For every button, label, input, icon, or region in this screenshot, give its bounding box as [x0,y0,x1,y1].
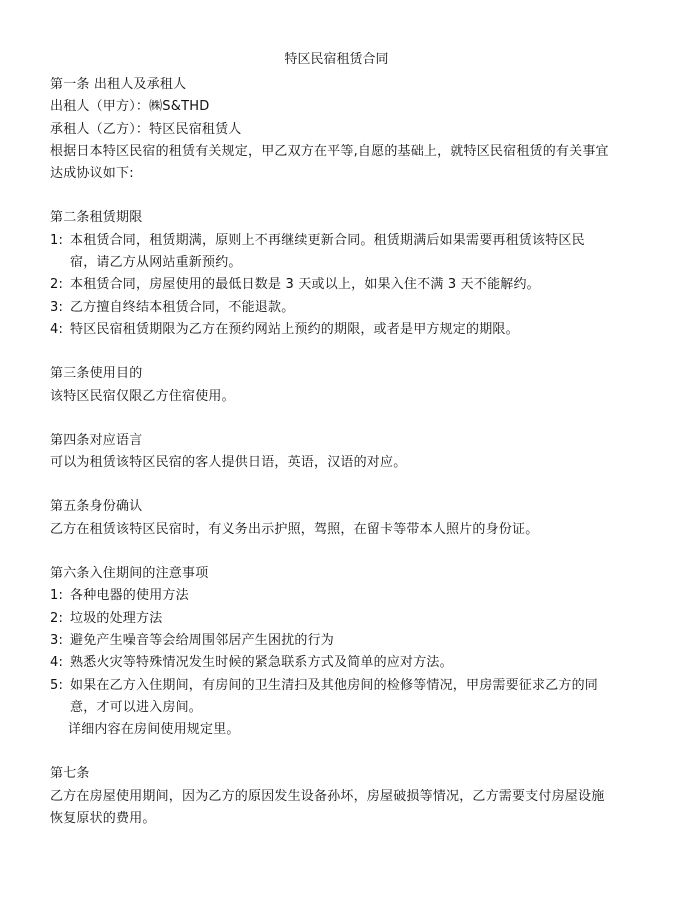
article-7-text: 乙方在房屋使用期间，因为乙方的原因发生设备孙坏，房屋破损等情况，乙方需要支付房屋设施恢复原状的费用。 [50,788,605,827]
spacer [50,474,610,496]
article-5-text: 乙方在租赁该特区民宿时，有义务出示护照，驾照，在留卡等带本人照片的身份证。 [50,521,539,537]
lessee-line: 承租人（乙方）：特区民宿租赁人 [50,121,242,137]
article-4-text: 可以为租赁该特区民宿的客人提供日语，英语，汉语的对应。 [50,455,407,471]
list-item [50,675,610,720]
item-number: 5: [50,677,64,693]
item-text: 特区民宿租赁期限为乙方在预约网站上预约的期限，或者是甲方规定的期限。 [70,321,519,337]
spacer [50,741,610,763]
lessor-line: 出租人（甲方）：㈱S&THD [50,99,210,115]
item-number: 4: [50,321,64,337]
item-number: 4: [50,655,64,671]
item-text: 本租赁合同，房屋使用的最低日数是 3 天或以上，如果入住不满 3 天不能解约。 [70,277,540,293]
article-4-heading: 第四条对应语言 [50,432,143,448]
spacer [50,408,610,430]
list-item [50,274,610,296]
item-number: 1: [50,232,64,248]
list-item [50,319,610,341]
document-body [50,74,610,830]
item-text: 乙方擅自终结本租赁合同，不能退款。 [70,299,295,315]
document-title: 特区民宿租赁合同 [284,52,389,67]
item-text: 本租赁合同，租赁期满，原则上不再继续更新合同。租赁期满后如果需要再租赁该特区民宿，请乙方从网站重新预约。 [70,232,585,271]
list-item [50,608,610,630]
item-text: 各种电器的使用方法 [70,588,189,604]
list-item [50,297,610,319]
list-item [50,652,610,674]
item-number: 1: [50,588,64,604]
item-number: 3: [50,299,64,315]
article-1-heading: 第一条 出租人及承租人 [50,77,187,92]
article-5-heading: 第五条身份确认 [50,499,143,515]
item-text: 垃圾的处理方法 [70,610,163,626]
item-text: 避免产生噪音等会给周围邻居产生困扰的行为 [70,632,335,648]
article-3-heading: 第三条使用目的 [50,366,143,382]
spacer [50,185,610,207]
list-item [50,585,610,607]
spacer [50,341,610,363]
article-2-heading: 第二条租赁期限 [50,210,143,226]
intro-paragraph: 根据日本特区民宿的租赁有关规定，甲乙双方在平等,自愿的基础上，就特区民宿租赁的有关事宜达成协议如下: [50,143,609,182]
spacer [50,541,610,563]
article-3-text: 该特区民宿仅限乙方住宿使用。 [50,388,235,404]
item-number: 2: [50,610,64,626]
article-7-heading: 第七条 [50,766,90,782]
article-6-note: 详细内容在房间使用规定里。 [68,722,240,738]
list-item [50,630,610,652]
list-item [50,230,610,275]
article-6-heading: 第六条入住期间的注意事项 [50,566,209,582]
item-number: 3: [50,632,64,648]
item-text: 如果在乙方入住期间，有房间的卫生清扫及其他房间的检修等情况，甲房需要征求乙方的同意，才可以进入房间。 [70,677,599,715]
item-number: 2: [50,277,64,293]
item-text: 熟悉火灾等特殊情况发生时候的紧急联系方式及简单的应对方法。 [70,655,453,671]
